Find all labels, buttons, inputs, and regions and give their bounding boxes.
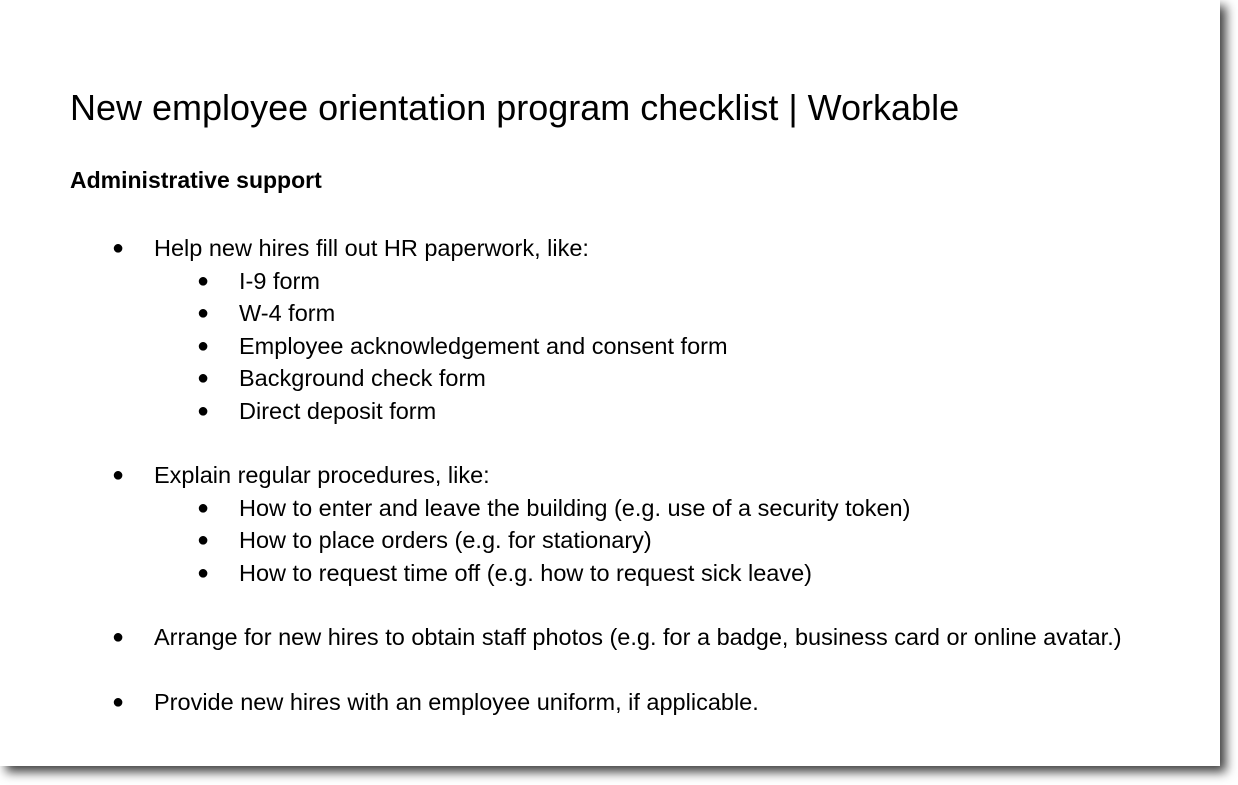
sub-checklist-item bbox=[154, 557, 1190, 590]
sub-checklist-item bbox=[154, 362, 1190, 395]
bullet-icon: ● bbox=[197, 529, 210, 551]
sub-checklist-item-text: How to enter and leave the building (e.g. use of a security token) bbox=[239, 494, 911, 521]
checklist-item-text: Help new hires fill out HR paperwork, like: bbox=[154, 235, 589, 261]
bullet-icon: ● bbox=[112, 237, 125, 259]
sub-checklist-item-text: How to place orders (e.g. for stationary) bbox=[239, 527, 652, 553]
checklist-item bbox=[70, 459, 1190, 589]
section-heading: Administrative support bbox=[70, 167, 322, 193]
checklist-item-text: Provide new hires with an employee uniform, if applicable. bbox=[154, 688, 759, 715]
bullet-icon: ● bbox=[197, 302, 210, 324]
sub-checklist-item bbox=[154, 492, 1190, 525]
sub-checklist-item bbox=[154, 395, 1190, 428]
document-title: New employee orientation program checklist | Workable bbox=[70, 87, 960, 128]
checklist-item bbox=[70, 621, 1190, 654]
sub-checklist-item-text: How to request time off (e.g. how to request sick leave) bbox=[239, 559, 812, 586]
checklist-item-text: Arrange for new hires to obtain staff photos (e.g. for a badge, business card or online avatar.) bbox=[154, 624, 1122, 650]
sub-checklist-item-text: I-9 form bbox=[239, 267, 320, 294]
checklist bbox=[70, 232, 1190, 718]
sub-checklist-item-text: Direct deposit form bbox=[239, 397, 437, 424]
sub-checklist-item-text: W-4 form bbox=[239, 300, 336, 326]
bullet-icon: ● bbox=[197, 561, 210, 584]
sub-checklist bbox=[154, 492, 1190, 590]
bullet-icon: ● bbox=[197, 334, 210, 357]
checklist-item bbox=[70, 232, 1190, 427]
sub-checklist-item bbox=[154, 330, 1190, 363]
bullet-icon: ● bbox=[112, 690, 125, 713]
sub-checklist-item-text: Employee acknowledgement and consent form bbox=[239, 332, 728, 359]
sub-checklist-item-text: Background check form bbox=[239, 365, 486, 391]
checklist-item bbox=[70, 686, 1190, 719]
bullet-icon: ● bbox=[197, 496, 210, 519]
sub-checklist-item bbox=[154, 524, 1190, 557]
bullet-icon: ● bbox=[112, 626, 125, 648]
sub-checklist-item bbox=[154, 265, 1190, 298]
checklist-item-text: Explain regular procedures, like: bbox=[154, 462, 490, 488]
sub-checklist bbox=[154, 265, 1190, 428]
bullet-icon: ● bbox=[197, 367, 210, 389]
bullet-icon: ● bbox=[112, 464, 125, 486]
document-content bbox=[70, 84, 1190, 718]
sub-checklist-item bbox=[154, 297, 1190, 330]
bullet-icon: ● bbox=[197, 399, 210, 422]
bullet-icon: ● bbox=[197, 269, 210, 292]
